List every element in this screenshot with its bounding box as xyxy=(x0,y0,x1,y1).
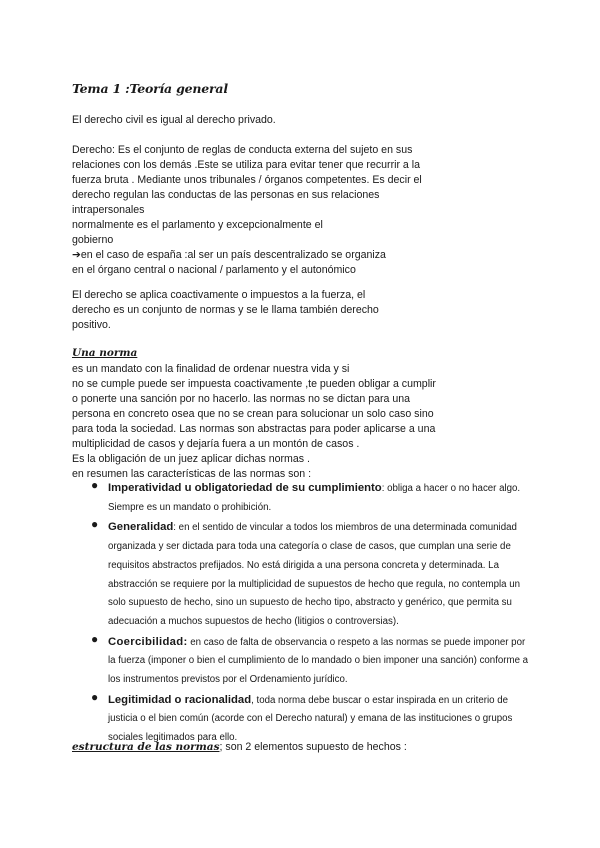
definition-line: intrapersonales xyxy=(72,204,145,216)
coactive-paragraph xyxy=(72,288,379,333)
characteristic-text: en caso de falta de observancia o respeto a las normas se puede imponer por la fuerza (imponer o bien el cumplimiento de lo mandado o bien imponer una sanción) conforme a los instrumentos previstos por el Ordenamiento jurídico. xyxy=(108,636,529,686)
norma-paragraph xyxy=(72,362,436,482)
bullet-icon: ● xyxy=(91,478,99,492)
estructura-line xyxy=(72,741,407,753)
definition-line: Derecho: Es el conjunto de reglas de conducta externa del sujeto en sus xyxy=(72,144,413,156)
definition-line: derecho regulan las conductas de las personas en sus relaciones xyxy=(72,189,380,201)
definition-line: normalmente es el parlamento y excepcionalmente el xyxy=(72,219,323,231)
definition-line: relaciones con los demás .Este se utiliza para evitar tener que recurrir a la xyxy=(72,159,420,171)
norma-line: es un mandato con la finalidad de ordenar nuestra vida y si xyxy=(72,363,350,375)
characteristic-text: : en el sentido de vincular a todos los miembros de una determinada comunidad organizada y ser dictada para toda una categoría o clase de casos, que cumplan una serie de requisitos abstractos prefijados. No está dirigida a una persona concreta y determinada. La abstracción se requiere por la multiplicidad de supuestos de hecho que regula, no contempla un solo supuesto de hecho, sino un supuesto de hecho tipo, abstracto y genérico, que permita su adecuación a muchos supuestos de hecho (litigios o controversias). xyxy=(108,522,520,627)
norma-line: persona en concreto osea que no se crean para solucionar un solo caso sino xyxy=(72,408,434,420)
norma-line: o ponerte una sanción por no hacerlo. las normas no se dictan para una xyxy=(72,393,411,405)
norma-line: en resumen las características de las normas son : xyxy=(72,468,312,480)
coactive-line: El derecho se aplica coactivamente o impuestos a la fuerza, el xyxy=(72,289,366,301)
characteristic-name: Generalidad xyxy=(108,521,174,534)
norma-heading: Una norma xyxy=(72,347,138,359)
norma-line: para toda la sociedad. Las normas son abstractas para poder aplicarse a una xyxy=(72,423,436,435)
characteristic-name: Legitimidad o racionalidad xyxy=(108,693,252,706)
characteristics-list xyxy=(90,478,530,748)
page-title: Tema 1 :Teoría general xyxy=(72,81,228,96)
coactive-line: derecho es un conjunto de normas y se le llama también derecho xyxy=(72,304,379,316)
norma-line: multiplicidad de casos y dejaría fuera a un montón de casos . xyxy=(72,438,360,450)
characteristic-text: : obliga a hacer o no hacer algo. Siempre es un mandato o prohibición. xyxy=(108,483,521,513)
list-item xyxy=(90,690,530,746)
bullet-icon: ● xyxy=(91,689,99,704)
list-item xyxy=(90,632,530,688)
intro-line: El derecho civil es igual al derecho privado. xyxy=(72,114,276,126)
estructura-text: ; son 2 elementos supuesto de hechos : xyxy=(219,741,407,753)
norma-line: no se cumple puede ser impuesta coactivamente ,te pueden obligar a cumplir xyxy=(72,378,436,390)
coactive-line: positivo. xyxy=(72,319,111,331)
characteristic-name: Coercibilidad: xyxy=(108,635,188,648)
list-item xyxy=(90,517,530,629)
characteristic-text: , toda norma debe buscar o estar inspirada en un criterio de justicia o el bien común (acorde con el Derecho natural) y emana de las instituciones o grupos sociales legitimados para ello. xyxy=(108,694,513,744)
norma-line: Es la obligación de un juez aplicar dichas normas . xyxy=(72,453,310,465)
intro-paragraph xyxy=(72,113,276,128)
definition-line: gobierno xyxy=(72,234,114,246)
definition-line: ➔en el caso de españa :al ser un país descentralizado se organiza xyxy=(72,249,386,261)
characteristic-name: Imperatividad u obligatoriedad de su cumplimiento xyxy=(108,482,382,494)
definition-line: en el órgano central o nacional / parlamento y el autonómico xyxy=(72,264,356,276)
bullet-icon: ● xyxy=(91,517,99,532)
bullet-icon: ● xyxy=(91,631,99,646)
definition-line: fuerza bruta . Mediante unos tribunales / órganos competentes. Es decir el xyxy=(72,174,422,186)
estructura-heading: estructura de las normas xyxy=(72,741,220,753)
definition-paragraph xyxy=(72,143,422,278)
list-item xyxy=(90,478,530,515)
